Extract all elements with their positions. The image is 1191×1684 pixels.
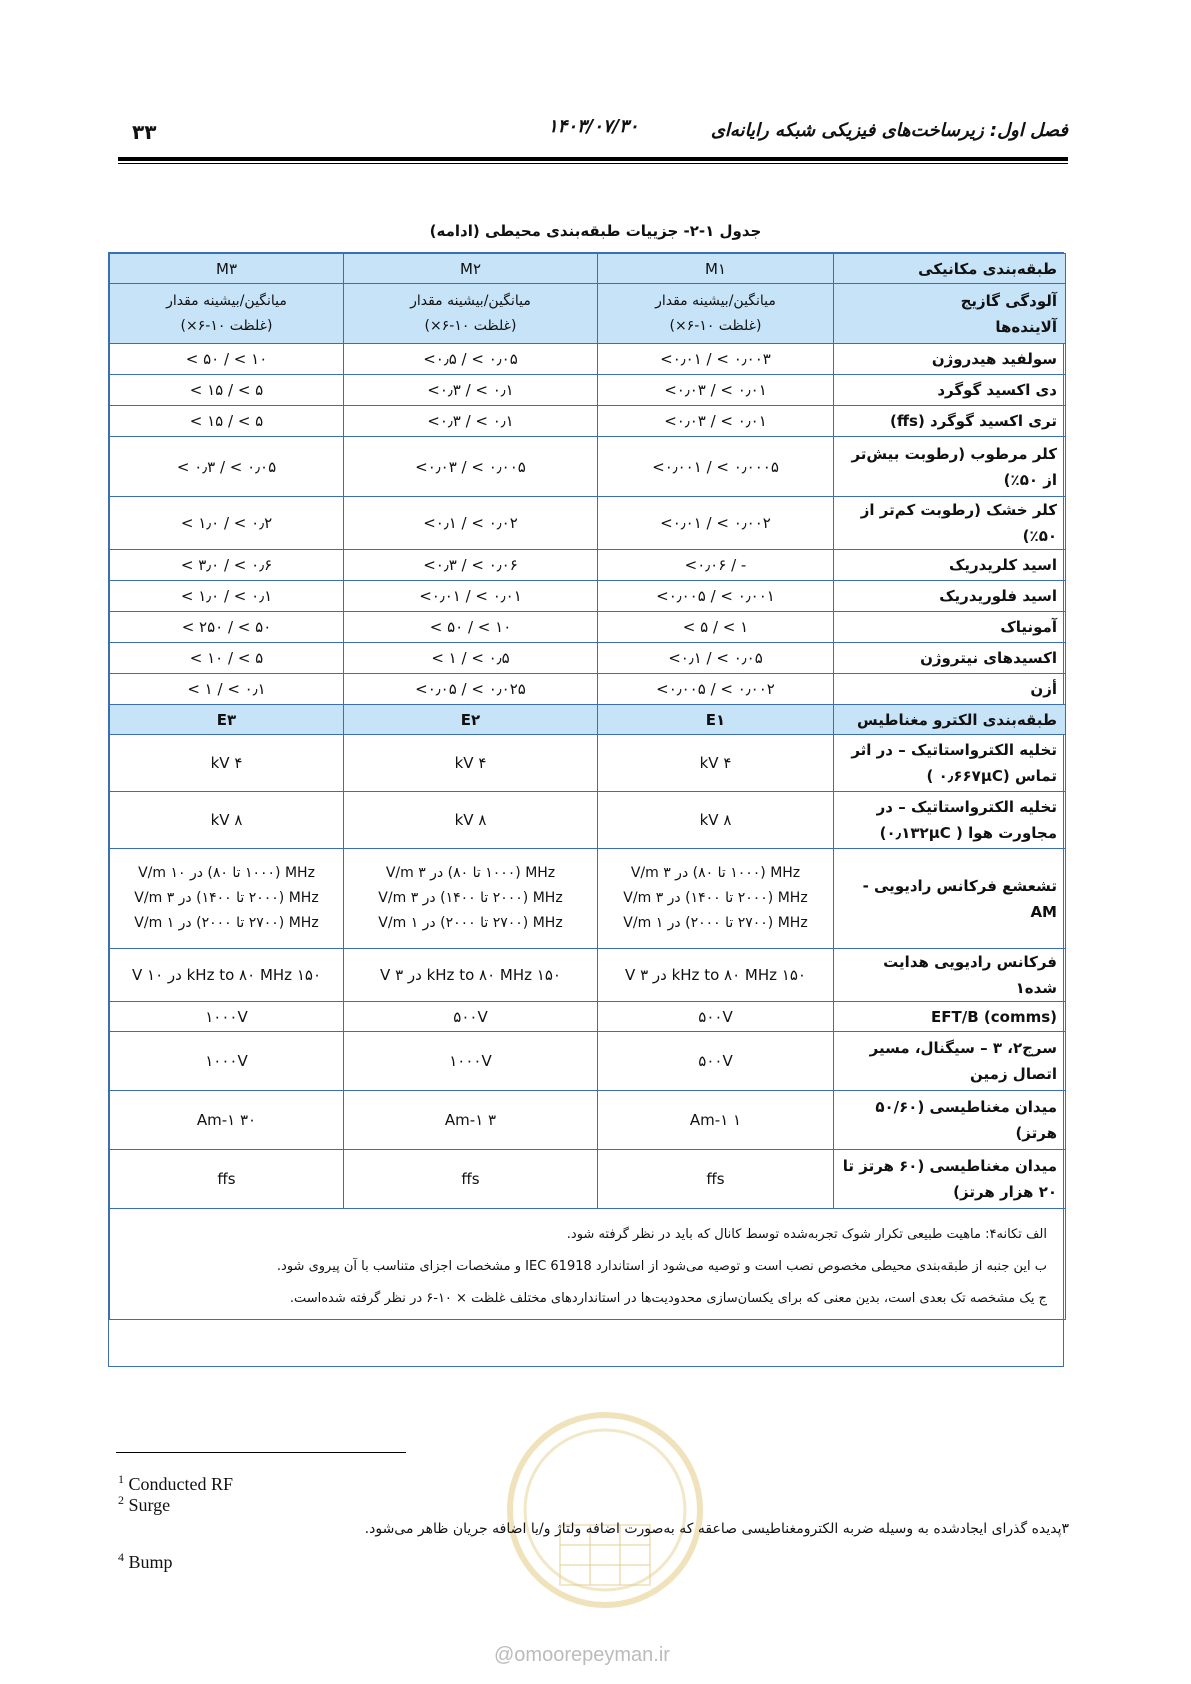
cell: ۰٫۰۱ > / ۰٫۰۱>: [344, 581, 598, 612]
e2-header: E۲: [344, 705, 598, 735]
cell: ۸ kV: [598, 792, 834, 849]
header-rule-thin: [118, 163, 1068, 164]
table-row: [110, 849, 1066, 949]
cell: ۳۰ Am-۱: [110, 1091, 344, 1150]
note-item: ج یک مشخصه تک بعدی است، بدین معنی که برای یکسان‌سازی محدودیت‌ها در استانداردهای مختلف غلظت × ۱۰-۶ در نظر گرفته شده‌است.: [289, 1291, 1047, 1306]
row-label: کلر خشک (رطوبت کم‌تر از ۵۰٪): [834, 497, 1066, 550]
cell: ۴ kV: [344, 735, 598, 792]
cell: ۰٫۱ > / ۰٫۳>: [344, 375, 598, 406]
cell: ۵۰ > / ۲۵۰ >: [110, 612, 344, 643]
cell: ۱۰۰۰V: [110, 1002, 344, 1032]
cell: ۰٫۲ > / ۱٫۰ >: [110, 497, 344, 550]
table-row: [110, 792, 1066, 849]
cell: ffs: [344, 1150, 598, 1209]
row-label: سرج۲، ۳ – سیگنال، مسیر اتصال زمین: [834, 1032, 1066, 1091]
cell: ۰٫۰۰۳ > / ۰٫۰۱>: [598, 344, 834, 375]
table-row: [110, 1002, 1066, 1032]
note-item: الف تکانه۴: ماهیت طبیعی تکرار شوک تجربه‌شده توسط کانال که باید در نظر گرفته شود.: [566, 1227, 1047, 1242]
e3-header: E۳: [110, 705, 344, 735]
row-label: آمونیاک: [834, 612, 1066, 643]
mech-label: طبقه‌بندی مکانیکی: [834, 254, 1066, 284]
table-row: [110, 1091, 1066, 1150]
seal-logo: [500, 1405, 710, 1615]
row-label: کلر مرطوب (رطوبت بیش‌تر از ۵۰٪): [834, 437, 1066, 497]
cell: MHz (۱۰۰۰ تا ۸۰) در ۱۰ V/m MHz (۲۰۰۰ تا ۱۴۰۰) در ۳ V/m MHz (۲۷۰۰ تا ۲۰۰۰) در ۱ V/m: [110, 849, 344, 949]
cell: ۰٫۱ > / ۱٫۰ >: [110, 581, 344, 612]
note-item: ب این جنبه از طبقه‌بندی محیطی مخصوص نصب است و توصیه می‌شود از استاندارد IEC 61918 و مشخصات اجزای متناسب با آن پیروی شود.: [276, 1259, 1047, 1274]
row-label: تشعشع فرکانس رادیویی - AM: [834, 849, 1066, 949]
m3-header: M۳: [110, 254, 344, 284]
table-notes-row: [110, 1209, 1066, 1320]
m2-header: M۲: [344, 254, 598, 284]
row-label: اسید فلوریدریک: [834, 581, 1066, 612]
chapter-title: فصل اول: زیرساخت‌های فیزیکی شبکه رایانه‌ای: [710, 120, 1068, 141]
cell: ۱۰ > / ۵۰ >: [344, 612, 598, 643]
cell: ۰٫۰۵ > / ۰٫۳ >: [110, 437, 344, 497]
table-row: [110, 254, 1066, 284]
cell: - / ۰٫۰۶>: [598, 550, 834, 581]
table-row: [110, 674, 1066, 705]
table-row: [110, 581, 1066, 612]
cell: ۱۵۰ kHz to ۸۰ MHz در ۳ V: [598, 949, 834, 1002]
watermark-text: @omoorepeyman.ir: [494, 1644, 670, 1666]
cell: ۰٫۰۰۵ > / ۰٫۰۳>: [344, 437, 598, 497]
row-label: اسید کلریدریک: [834, 550, 1066, 581]
cell: ۱۰۰۰V: [110, 1032, 344, 1091]
row-label: أزن: [834, 674, 1066, 705]
cell: ۰٫۶ > / ۳٫۰ >: [110, 550, 344, 581]
row-label: تری اکسید گوگرد (ffs): [834, 406, 1066, 437]
table-row: [110, 284, 1066, 344]
footnote-rule: [116, 1452, 406, 1453]
table-row: [110, 949, 1066, 1002]
cell: ۱ > / ۵ >: [598, 612, 834, 643]
row-label: اکسیدهای نیتروژن: [834, 643, 1066, 674]
table-row: [110, 705, 1066, 735]
table-row: [110, 643, 1066, 674]
row-label: فرکانس رادیویی هدایت شده۱: [834, 949, 1066, 1002]
page-header: [118, 112, 1068, 142]
cell: ۵ > / ۱۵ >: [110, 375, 344, 406]
cell: ۳ Am-۱: [344, 1091, 598, 1150]
page-number: ۳۳: [132, 120, 157, 144]
cell: MHz (۱۰۰۰ تا ۸۰) در ۳ V/m MHz (۲۰۰۰ تا ۱۴۰۰) در ۳ V/m MHz (۲۷۰۰ تا ۲۰۰۰) در ۱ V/m: [598, 849, 834, 949]
cell: ۰٫۰۶ > / ۰٫۳>: [344, 550, 598, 581]
cell: ۴ kV: [598, 735, 834, 792]
cell: ۸ kV: [110, 792, 344, 849]
cell: ۵۰۰V: [344, 1002, 598, 1032]
avg-cell: میانگین/بیشینه مقدار (غلظت ۱۰-۶×): [344, 284, 598, 344]
cell: ۵۰۰V: [598, 1032, 834, 1091]
table-row: [110, 612, 1066, 643]
cell: ۰٫۰۰۱ > / ۰٫۰۰۵>: [598, 581, 834, 612]
table-notes: [114, 1209, 1061, 1315]
footnote-3: ۳پدیده گذرای ایجادشده به وسیله ضربه الکترومغناطیسی صاعقه که به‌صورت اضافه ولتاژ و/یا اضافه جریان ظاهر می‌شود.: [364, 1521, 1069, 1537]
row-label: تخلیه الکترواستاتیک – در اثر تماس (۰٫۶۶۷μC ): [834, 735, 1066, 792]
m1-header: M۱: [598, 254, 834, 284]
cell: ۰٫۱ > / ۱ >: [110, 674, 344, 705]
cell: ۵ > / ۱۵ >: [110, 406, 344, 437]
cell: ۰٫۰۲ > / ۰٫۱>: [344, 497, 598, 550]
cell: ffs: [110, 1150, 344, 1209]
cell: ۰٫۵ > / ۱ >: [344, 643, 598, 674]
table-row: [110, 497, 1066, 550]
table-row: [110, 1032, 1066, 1091]
table-row: [110, 437, 1066, 497]
row-label: میدان مغناطیسی (۵۰/۶۰ هرتز): [834, 1091, 1066, 1150]
cell: ۰٫۱ > / ۰٫۳>: [344, 406, 598, 437]
cell: ۰٫۰۰۲ > / ۰٫۰۰۵>: [598, 674, 834, 705]
cell: ۰٫۰۰۰۵ > / ۰٫۰۰۱>: [598, 437, 834, 497]
cell: ffs: [598, 1150, 834, 1209]
header-date: ۱۴۰۳/۰۷/۳۰: [548, 116, 639, 137]
row-label: EFT/B (comms): [834, 1002, 1066, 1032]
cell: ۰٫۰۱ > / ۰٫۰۳>: [598, 406, 834, 437]
cell: ۱ Am-۱: [598, 1091, 834, 1150]
avg-cell: میانگین/بیشینه مقدار (غلظت ۱۰-۶×): [110, 284, 344, 344]
footnote-4: $^4$ Bump: [118, 1550, 173, 1572]
table-row: [110, 735, 1066, 792]
table-row: [110, 375, 1066, 406]
e1-header: E۱: [598, 705, 834, 735]
cell: ۴ kV: [110, 735, 344, 792]
cell: ۱۰ > / ۵۰ >: [110, 344, 344, 375]
row-label: سولفید هیدروژن: [834, 344, 1066, 375]
cell: ۵۰۰V: [598, 1002, 834, 1032]
cell: ۱۰۰۰V: [344, 1032, 598, 1091]
table-row: [110, 406, 1066, 437]
cell: ۰٫۰۵ > / ۰٫۱>: [598, 643, 834, 674]
cell: ۸ kV: [344, 792, 598, 849]
header-rule-thick: [118, 157, 1068, 161]
cell: MHz (۱۰۰۰ تا ۸۰) در ۳ V/m MHz (۲۰۰۰ تا ۱۴۰۰) در ۳ V/m MHz (۲۷۰۰ تا ۲۰۰۰) در ۱ V/m: [344, 849, 598, 949]
environment-table: [108, 252, 1064, 1367]
table-caption: جدول ۱-۲- جزییات طبقه‌بندی محیطی (ادامه): [429, 222, 762, 240]
cell: ۵ > / ۱۰ >: [110, 643, 344, 674]
gas-label: آلودگی گازیج آلاینده‌ها: [834, 284, 1066, 344]
avg-cell: میانگین/بیشینه مقدار (غلظت ۱۰-۶×): [598, 284, 834, 344]
table-row: [110, 1150, 1066, 1209]
cell: ۱۵۰ kHz to ۸۰ MHz در ۳ V: [344, 949, 598, 1002]
footnote-1: $^1$ Conducted RF: [118, 1472, 234, 1494]
cell: ۰٫۰۵ > / ۰٫۵>: [344, 344, 598, 375]
cell: ۱۵۰ kHz to ۸۰ MHz در ۱۰ V: [110, 949, 344, 1002]
cell: ۰٫۰۱ > / ۰٫۰۳>: [598, 375, 834, 406]
cell: ۰٫۰۰۲ > / ۰٫۰۱>: [598, 497, 834, 550]
table-row: [110, 344, 1066, 375]
em-label: طبقه‌بندی الکترو مغناطیس: [834, 705, 1066, 735]
footnote-2: $^2$ Surge: [118, 1493, 171, 1515]
row-label: دی اکسید گوگرد: [834, 375, 1066, 406]
row-label: تخلیه الکترواستاتیک – در مجاورت هوا ( ۰٫۱۳۲μC): [834, 792, 1066, 849]
cell: ۰٫۰۲۵ > / ۰٫۰۵>: [344, 674, 598, 705]
row-label: میدان مغناطیسی (۶۰ هرتز تا ۲۰ هزار هرتز): [834, 1150, 1066, 1209]
table-row: [110, 550, 1066, 581]
